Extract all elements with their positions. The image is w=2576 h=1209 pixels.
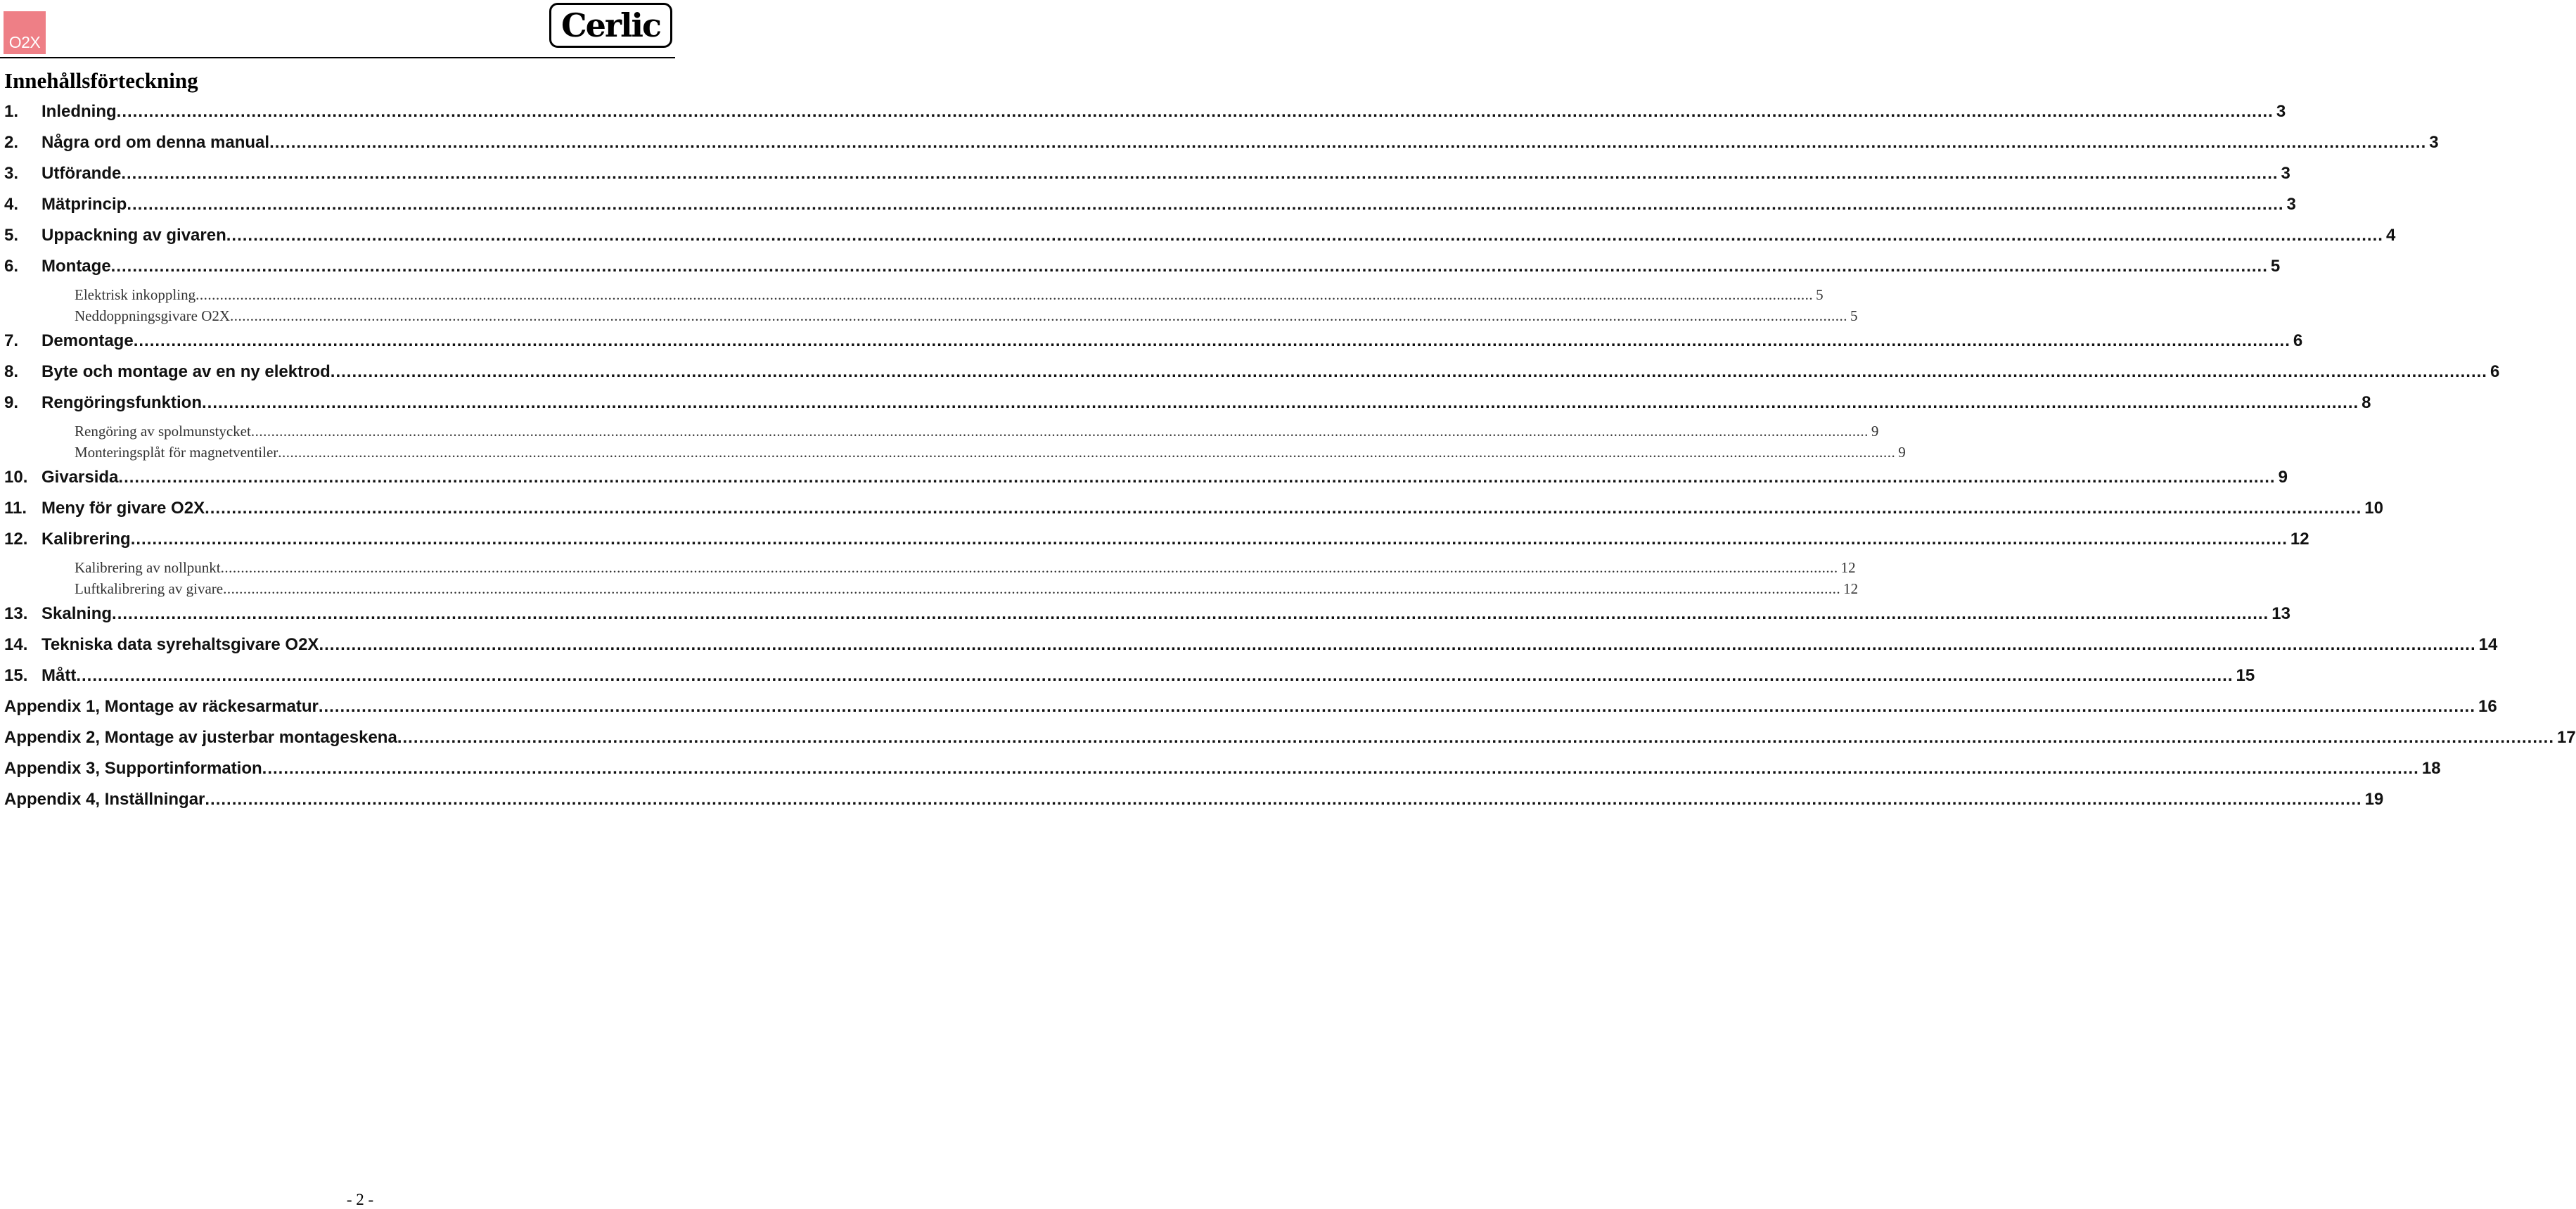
toc-entry-page: 12 xyxy=(1840,559,1856,576)
toc-entry-page: 4 xyxy=(2385,226,2396,245)
toc-dot-leader: ................................................................................................................................................................................................................................................................................................................................................................................................................ xyxy=(319,635,2476,654)
toc-entry-label: Elektrisk inkoppling xyxy=(75,286,196,303)
toc-dot-leader: ................................................................................................................................................................................................................................................................................................................................................................................................................ xyxy=(318,697,2476,716)
toc-subentry[interactable] xyxy=(75,559,1856,577)
toc-entry-label: Rengöringsfunktion xyxy=(41,393,202,412)
toc-entry-page: 16 xyxy=(2478,697,2497,716)
toc-entry[interactable] xyxy=(4,697,2497,717)
toc-entry-page: 9 xyxy=(2278,468,2288,487)
toc-entry-number: 12. xyxy=(4,530,28,549)
toc-entry[interactable] xyxy=(4,331,2303,351)
toc-entry-label: Givarsida xyxy=(41,468,119,487)
toc-entry-label: Montage xyxy=(41,257,111,276)
toc-entry-number: 2. xyxy=(4,133,19,152)
toc-entry-number: 1. xyxy=(4,102,19,121)
toc-entry-page: 5 xyxy=(2270,257,2281,276)
toc-entry-label: Uppackning av givaren xyxy=(41,226,226,245)
toc-entry[interactable] xyxy=(4,195,2296,215)
toc-entry-label: Appendix 1, Montage av räckesarmatur xyxy=(4,697,319,716)
toc-entry-label: Appendix 3, Supportinformation xyxy=(4,759,262,778)
toc-entry[interactable] xyxy=(4,635,2498,655)
toc-dot-leader: ................................................................................................................................................................................................................................................................................................................................................................................................................ xyxy=(269,133,2427,152)
o2x-logo: O2X xyxy=(4,11,46,54)
toc-entry-label: Skalning xyxy=(41,604,113,623)
toc-dot-leader: ................................................................................................................................................................................................................................................................................................................................................................................................................ xyxy=(230,307,1848,324)
header-divider xyxy=(0,57,675,58)
toc-entry-page: 3 xyxy=(2429,133,2439,152)
toc-subentry[interactable] xyxy=(75,580,1859,598)
toc-entry-page: 18 xyxy=(2421,759,2441,778)
toc-entry[interactable] xyxy=(4,666,2255,686)
toc-entry-label: Inledning xyxy=(41,102,117,121)
page-footer xyxy=(0,1191,675,1209)
toc-entry-page: 12 xyxy=(2290,530,2309,549)
toc-entry-label: Neddoppningsgivare O2X xyxy=(75,307,231,324)
toc-dot-leader: ................................................................................................................................................................................................................................................................................................................................................................................................................ xyxy=(121,164,2279,183)
toc-entry-page: 12 xyxy=(1843,580,1859,597)
toc-entry-page: 17 xyxy=(2557,728,2576,747)
toc-dot-leader: ................................................................................................................................................................................................................................................................................................................................................................................................................ xyxy=(223,580,1841,597)
toc-entry-number: 7. xyxy=(4,331,19,350)
page-header xyxy=(0,0,675,59)
toc-dot-leader: ................................................................................................................................................................................................................................................................................................................................................................................................................ xyxy=(250,423,1869,440)
toc-entry-number: 9. xyxy=(4,393,19,412)
page-title: Innehållsförteckning xyxy=(4,68,198,93)
toc-entry-page: 14 xyxy=(2478,635,2498,654)
toc-dot-leader: ................................................................................................................................................................................................................................................................................................................................................................................................................ xyxy=(127,195,2284,214)
toc-subentry[interactable] xyxy=(75,444,1906,461)
toc-entry[interactable] xyxy=(4,133,2439,153)
toc-entry-page: 3 xyxy=(2276,102,2286,121)
toc-entry-page: 19 xyxy=(2364,790,2384,809)
toc-entry-label: Monteringsplåt för magnetventiler xyxy=(75,444,278,461)
toc-entry[interactable] xyxy=(4,164,2290,184)
toc-entry-number: 5. xyxy=(4,226,19,245)
toc-dot-leader: ................................................................................................................................................................................................................................................................................................................................................................................................................ xyxy=(220,559,1838,576)
toc-entry[interactable] xyxy=(4,604,2290,624)
toc-entry-page: 8 xyxy=(2362,393,2371,412)
toc-dot-leader: ................................................................................................................................................................................................................................................................................................................................................................................................................ xyxy=(262,759,2419,778)
toc-subentry[interactable] xyxy=(75,307,1858,325)
toc-entry-label: Appendix 4, Inställningar xyxy=(4,790,205,809)
toc-dot-leader: ................................................................................................................................................................................................................................................................................................................................................................................................................ xyxy=(330,362,2487,381)
toc-entry-number: 3. xyxy=(4,164,19,183)
toc-entry-number: 6. xyxy=(4,257,19,276)
toc-entry-number: 14. xyxy=(4,635,28,654)
toc-entry-number: 10. xyxy=(4,468,28,487)
toc-entry-label: Tekniska data syrehaltsgivare O2X xyxy=(41,635,319,654)
toc-entry-page: 6 xyxy=(2490,362,2500,381)
toc-dot-leader: ................................................................................................................................................................................................................................................................................................................................................................................................................ xyxy=(112,604,2269,623)
toc-dot-leader: ................................................................................................................................................................................................................................................................................................................................................................................................................ xyxy=(205,790,2362,809)
page-number: - 2 - xyxy=(346,1191,374,1208)
toc-dot-leader: ................................................................................................................................................................................................................................................................................................................................................................................................................ xyxy=(205,499,2362,518)
toc-entry-number: 11. xyxy=(4,499,27,518)
toc-subentry[interactable] xyxy=(75,423,1879,440)
toc-entry-label: Rengöring av spolmunstycket xyxy=(75,423,251,440)
toc-entry-page: 9 xyxy=(1898,444,1906,461)
toc-entry-number: 13. xyxy=(4,604,28,623)
toc-entry[interactable] xyxy=(4,468,2288,487)
toc-entry-number: 15. xyxy=(4,666,28,685)
toc-entry[interactable] xyxy=(4,790,2384,810)
toc-entry-page: 3 xyxy=(2281,164,2290,183)
toc-dot-leader: ................................................................................................................................................................................................................................................................................................................................................................................................................ xyxy=(118,468,2276,487)
toc-dot-leader: ................................................................................................................................................................................................................................................................................................................................................................................................................ xyxy=(226,226,2383,245)
toc-entry-label: Kalibrering xyxy=(41,530,131,549)
cerlic-logo: Cerlic xyxy=(549,3,672,48)
toc-dot-leader: ................................................................................................................................................................................................................................................................................................................................................................................................................ xyxy=(130,530,2288,549)
toc-entry[interactable] xyxy=(4,102,2286,122)
toc-entry-page: 3 xyxy=(2286,195,2296,214)
toc-entry-label: Appendix 2, Montage av justerbar montageskena xyxy=(4,728,397,747)
toc-dot-leader: ................................................................................................................................................................................................................................................................................................................................................................................................................ xyxy=(110,257,2268,276)
toc-entry-page: 15 xyxy=(2236,666,2255,685)
toc-entry-label: Kalibrering av nollpunkt xyxy=(75,559,221,576)
toc-entry-page: 5 xyxy=(1850,307,1858,324)
toc-entry-label: Mätprincip xyxy=(41,195,127,214)
toc-dot-leader: ................................................................................................................................................................................................................................................................................................................................................................................................................ xyxy=(278,444,1896,461)
toc-entry-number: 4. xyxy=(4,195,19,214)
toc-entry[interactable] xyxy=(4,499,2383,518)
toc-entry-label: Mått xyxy=(41,666,77,685)
toc-entry-page: 6 xyxy=(2293,331,2303,350)
toc-entry[interactable] xyxy=(4,257,2281,276)
toc-entry-label: Några ord om denna manual xyxy=(41,133,270,152)
toc-dot-leader: ................................................................................................................................................................................................................................................................................................................................................................................................................ xyxy=(397,728,2554,747)
toc-entry[interactable] xyxy=(4,530,2309,549)
toc-entry-number: 8. xyxy=(4,362,19,381)
toc-entry-label: Demontage xyxy=(41,331,134,350)
toc-entry-label: Byte och montage av en ny elektrod xyxy=(41,362,331,381)
toc-dot-leader: ................................................................................................................................................................................................................................................................................................................................................................................................................ xyxy=(201,393,2359,412)
toc-entry[interactable] xyxy=(4,759,2441,779)
toc-entry-label: Utförande xyxy=(41,164,122,183)
toc-entry[interactable] xyxy=(4,362,2500,382)
toc-subentry[interactable] xyxy=(75,286,1824,304)
toc-entry-page: 10 xyxy=(2364,499,2383,518)
toc-entry-label: Luftkalibrering av givare xyxy=(75,580,224,597)
toc-entry-label: Meny för givare O2X xyxy=(41,499,205,518)
toc-entry[interactable] xyxy=(4,393,2371,413)
toc-entry-page: 9 xyxy=(1871,423,1879,440)
toc-dot-leader: ................................................................................................................................................................................................................................................................................................................................................................................................................ xyxy=(133,331,2290,350)
toc-entry-page: 13 xyxy=(2271,604,2290,623)
toc-entry[interactable] xyxy=(4,226,2396,245)
toc-entry[interactable] xyxy=(4,728,2576,748)
toc-entry-page: 5 xyxy=(1816,286,1824,303)
toc-dot-leader: ................................................................................................................................................................................................................................................................................................................................................................................................................ xyxy=(196,286,1814,303)
toc-dot-leader: ................................................................................................................................................................................................................................................................................................................................................................................................................ xyxy=(116,102,2274,121)
toc-dot-leader: ................................................................................................................................................................................................................................................................................................................................................................................................................ xyxy=(76,666,2234,685)
